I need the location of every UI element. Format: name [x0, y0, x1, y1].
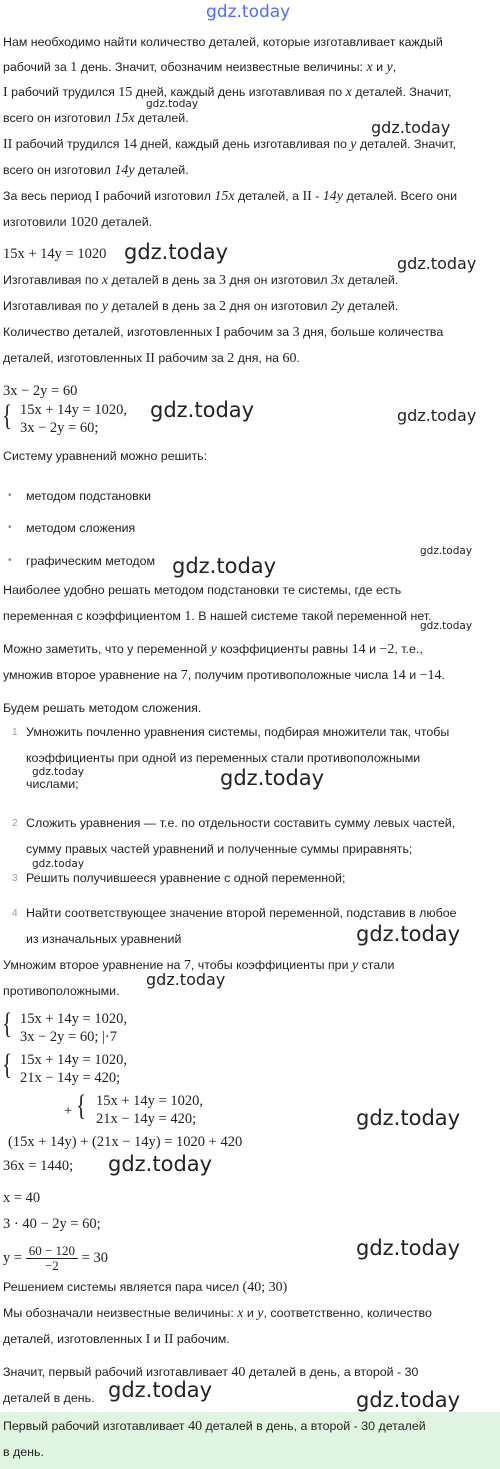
- watermark: gdz.today: [124, 240, 229, 264]
- watermark: gdz.today: [172, 554, 277, 578]
- watermark: gdz.today: [108, 1152, 213, 1176]
- paragraph-line: Можно заметить, что у переменной y коэффициенты равны 14 и −2, т.е.,: [3, 642, 423, 657]
- equation: 15x + 14y = 1020: [3, 246, 107, 262]
- system-line: 21x − 14y = 420;: [20, 1070, 121, 1086]
- equation: (15x + 14y) + (21x − 14y) = 1020 + 420: [8, 1134, 243, 1150]
- paragraph-line: умножив второе уравнение на 7, получим противоположные числа 14 и −14.: [3, 668, 445, 683]
- bullet-dot: •: [8, 490, 12, 501]
- system-line: 15x + 14y = 1020,: [20, 402, 127, 418]
- system-line: 15x + 14y = 1020,: [20, 1052, 127, 1068]
- system-brace: {: [76, 1089, 87, 1122]
- paragraph-line: деталей в день.: [3, 1391, 95, 1405]
- watermark: gdz.today: [32, 766, 85, 778]
- list-item: методом сложения: [26, 521, 136, 535]
- paragraph-line: Решением системы является пара чисел (40; 30): [3, 1280, 288, 1295]
- system-line: 15x + 14y = 1020,: [20, 1011, 127, 1027]
- equation: 3 · 40 − 2y = 60;: [3, 1216, 101, 1232]
- equation: y = $\frac{60 - 120}{-2}$ = 30: [3, 1243, 108, 1274]
- equation: 3x − 2y = 60: [3, 383, 78, 399]
- equation: 36x = 1440;: [3, 1158, 74, 1174]
- step-number: 3: [12, 873, 18, 884]
- paragraph-line: Изготавливая по x деталей в день за 3 дня он изготовил 3x деталей.: [3, 273, 399, 288]
- step-number: 4: [12, 908, 18, 919]
- system-line: 3x − 2y = 60; |·7: [20, 1029, 117, 1045]
- system-brace: {: [2, 1048, 13, 1081]
- paragraph-line: За весь период I рабочий изготовил 15x деталей, а II - 14y деталей. Всего они: [3, 189, 458, 204]
- system-brace: {: [2, 399, 13, 432]
- step-line: Умножить почленно уравнения системы, подбирая множители так, чтобы: [26, 725, 450, 739]
- paragraph-line: II рабочий трудился 14 дней, каждый день изготавливая по y деталей. Значит,: [3, 137, 457, 152]
- step-line: сумму правых частей уравнений и полученные суммы приравнять;: [26, 842, 413, 856]
- step-line: Найти соответствующее значение второй переменной, подставив в любое: [26, 906, 457, 920]
- watermark: gdz.today: [356, 922, 461, 946]
- paragraph-line: Изготавливая по y деталей в день за 2 дня он изготовил 2y деталей.: [3, 299, 399, 314]
- paragraph-line: всего он изготовил 15x деталей.: [3, 111, 189, 126]
- paragraph-line: всего он изготовил 14y деталей.: [3, 163, 189, 178]
- paragraph-line: противоположными.: [3, 984, 120, 998]
- watermark: gdz.today: [108, 1378, 213, 1402]
- watermark: gdz.today: [420, 545, 473, 557]
- watermark: gdz.today: [356, 1236, 461, 1260]
- paragraph-line: Нам необходимо найти количество деталей, которые изготавливает каждый: [3, 35, 443, 49]
- step-line: Решить получившееся уравнение с одной переменной;: [26, 871, 346, 885]
- fraction: $\frac{60 - 120}{-2}$: [26, 1244, 78, 1273]
- bullet-dot: •: [8, 522, 12, 533]
- equation: x = 40: [3, 1190, 41, 1206]
- paragraph-line: переменная с коэффициентом 1. В нашей системе такой переменной нет.: [3, 609, 432, 624]
- paragraph-line: Умножим второе уравнение на 7, чтобы коэффициенты при y стали: [3, 958, 395, 973]
- answer-line: Первый рабочий изготавливает 40 деталей в день, а второй - 30 деталей: [3, 1419, 426, 1434]
- paragraph-line: деталей, изготовленных I и II рабочим.: [3, 1332, 230, 1347]
- watermark: gdz.today: [397, 406, 477, 425]
- watermark: gdz.today: [356, 1388, 461, 1412]
- list-item: графическим методом: [26, 554, 156, 568]
- system-line: 21x − 14y = 420;: [96, 1111, 197, 1127]
- watermark: gdz.today: [371, 118, 451, 137]
- watermark-top: gdz.today: [206, 2, 291, 22]
- paragraph-line: рабочий за 1 день. Значит, обозначим неизвестные величины: x и y,: [3, 60, 397, 75]
- paragraph-line: Будем решать методом сложения.: [3, 701, 202, 715]
- step-line: Сложить уравнения — т.е. по отдельности составить сумму левых частей,: [26, 816, 456, 830]
- paragraph-line: Количество деталей, изготовленных I рабочим за 3 дня, больше количества: [3, 325, 444, 340]
- system-brace: {: [2, 1007, 13, 1040]
- step-line: коэффициенты при одной из переменных стали противоположными: [26, 751, 421, 765]
- bullet-dot: •: [8, 555, 12, 566]
- paragraph-line: Систему уравнений можно решить:: [3, 449, 208, 463]
- answer-line: в день.: [3, 1445, 44, 1459]
- watermark: gdz.today: [220, 766, 325, 790]
- watermark: gdz.today: [150, 398, 255, 422]
- system-line: 15x + 14y = 1020,: [96, 1093, 203, 1109]
- step-number: 2: [12, 818, 18, 829]
- watermark: gdz.today: [356, 1106, 461, 1130]
- list-item: методом подстановки: [26, 489, 152, 503]
- watermark: gdz.today: [420, 620, 473, 632]
- system-line: 3x − 2y = 60;: [20, 420, 99, 436]
- step-number: 1: [12, 727, 18, 738]
- watermark: gdz.today: [146, 970, 226, 989]
- step-line: из изначальных уравнений: [26, 932, 182, 946]
- watermark: gdz.today: [146, 98, 199, 110]
- step-line: числами;: [26, 777, 79, 791]
- paragraph-line: изготовили 1020 деталей.: [3, 215, 153, 230]
- plus-sign: +: [64, 1103, 73, 1119]
- paragraph-line: Значит, первый рабочий изготавливает 40 деталей в день, а второй - 30: [3, 1365, 419, 1380]
- paragraph-line: Мы обозначали неизвестные величины: x и y, соответственно, количество: [3, 1306, 432, 1321]
- paragraph-line: I рабочий трудился 15 дней, каждый день изготавливая по x деталей. Значит,: [3, 85, 452, 100]
- watermark: gdz.today: [397, 254, 477, 273]
- watermark: gdz.today: [32, 858, 85, 870]
- paragraph-line: Наиболее удобно решать методом подстановки те системы, где есть: [3, 583, 402, 597]
- paragraph-line: деталей, изготовленных II рабочим за 2 дня, на 60.: [3, 351, 300, 366]
